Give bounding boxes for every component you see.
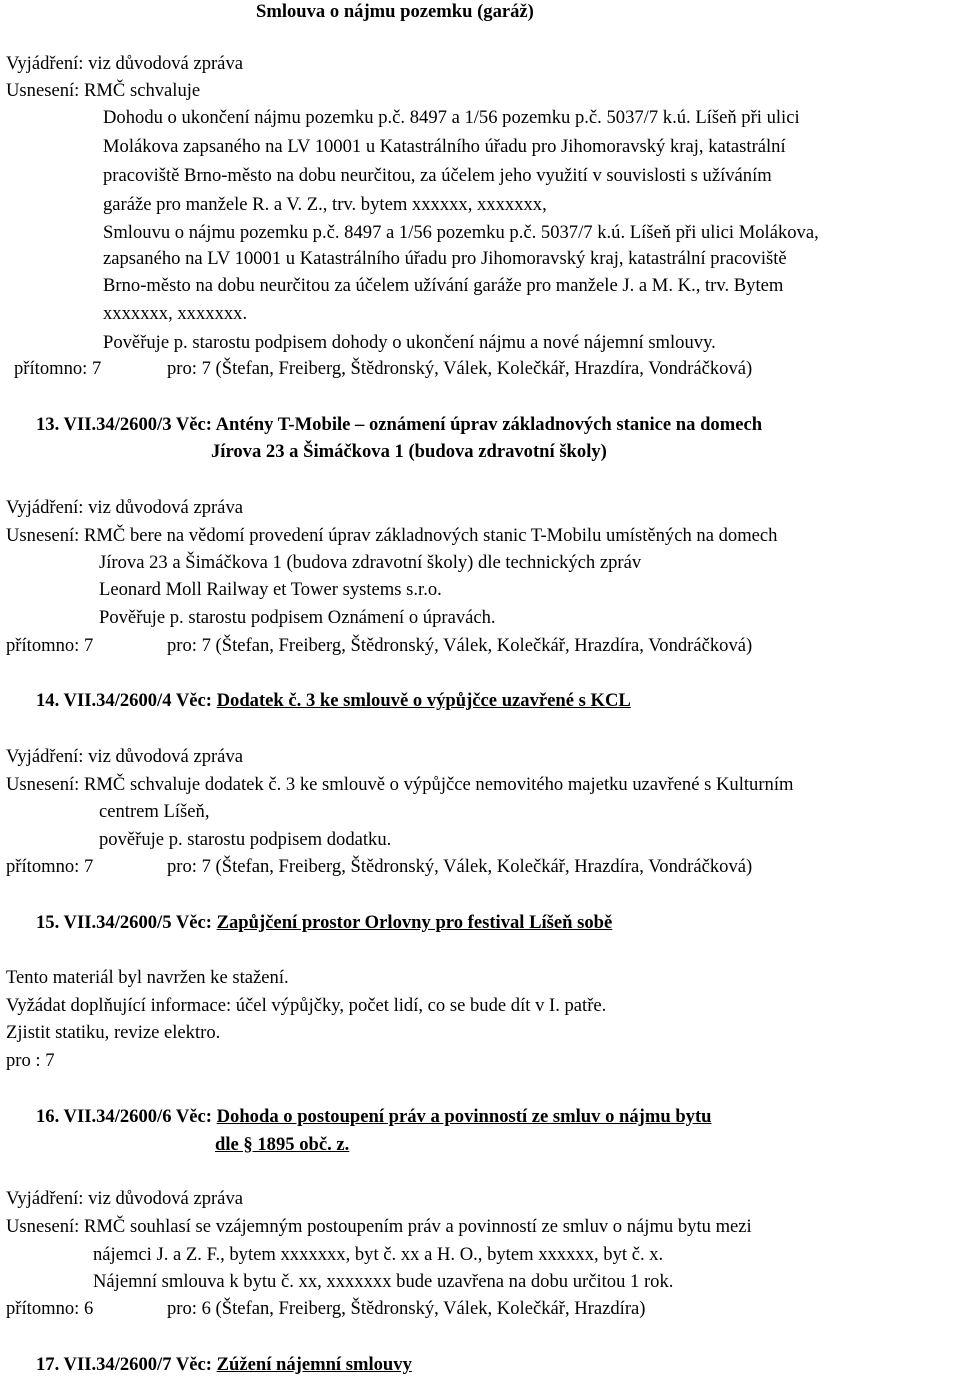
s16-heading-line-2: dle § 1895 obč. z. bbox=[215, 1134, 350, 1155]
s14-heading-subject: Dodatek č. 3 ke smlouvě o výpůjčce uzavřené s KCL bbox=[216, 690, 631, 711]
s12-text-9: Pověřuje p. starostu podpisem dohody o ukončení nájmu a nové nájemní smlouvy. bbox=[103, 332, 716, 353]
s14-text-1: centrem Líšeň, bbox=[99, 801, 210, 822]
s16-heading bbox=[36, 1106, 712, 1128]
s13-pro: pro: 7 (Štefan, Freiberg, Štědronský, Válek, Kolečkář, Hrazdíra, Vondráčková) bbox=[167, 635, 753, 656]
s16-text-2: Nájemní smlouva k bytu č. xx, xxxxxxx bude uzavřena na dobu určitou 1 rok. bbox=[93, 1271, 674, 1292]
s12-usneseni: Usnesení: RMČ schvaluje bbox=[6, 80, 201, 101]
s12-text-3: pracoviště Brno-město na dobu neurčitou, za účelem jeho využití v souvislosti s užíváním bbox=[103, 165, 772, 186]
s13-text-1: Jírova 23 a Šimáčkova 1 (budova zdravotní školy) dle technických zpráv bbox=[99, 552, 642, 573]
page-title: Smlouva o nájmu pozemku (garáž) bbox=[256, 1, 534, 22]
s15-heading bbox=[36, 912, 612, 934]
s13-heading bbox=[36, 414, 762, 436]
s12-text-4: garáže pro manžele R. a V. Z., trv. bytem xxxxxx, xxxxxxx, bbox=[103, 194, 547, 215]
s15-pro: pro : 7 bbox=[6, 1050, 55, 1071]
s12-pro: pro: 7 (Štefan, Freiberg, Štědronský, Válek, Kolečkář, Hrazdíra, Vondráčková) bbox=[167, 358, 753, 379]
s17-heading-prefix: 17. VII.34/2600/7 Věc: bbox=[36, 1354, 217, 1375]
s14-usneseni: Usnesení: RMČ schvaluje dodatek č. 3 ke smlouvě o výpůjčce nemovitého majetku uzavřené s Kulturním bbox=[6, 774, 794, 795]
s14-text-2: pověřuje p. starostu podpisem dodatku. bbox=[99, 829, 392, 850]
s14-vyjadreni: Vyjádření: viz důvodová zpráva bbox=[6, 746, 243, 767]
s14-heading-prefix: 14. VII.34/2600/4 Věc: bbox=[36, 690, 217, 711]
s15-text-1: Tento materiál byl navržen ke stažení. bbox=[6, 967, 289, 988]
s13-heading-prefix: 13. VII.34/2600/3 Věc: bbox=[36, 414, 216, 435]
s16-vyjadreni: Vyjádření: viz důvodová zpráva bbox=[6, 1188, 243, 1209]
s13-pritomno: přítomno: 7 bbox=[6, 635, 94, 656]
s14-pro: pro: 7 (Štefan, Freiberg, Štědronský, Válek, Kolečkář, Hrazdíra, Vondráčková) bbox=[167, 856, 753, 877]
s12-vyjadreni: Vyjádření: viz důvodová zpráva bbox=[6, 53, 243, 74]
s16-pritomno: přítomno: 6 bbox=[6, 1298, 94, 1319]
s15-heading-prefix: 15. VII.34/2600/5 Věc: bbox=[36, 912, 217, 933]
s12-text-5: Smlouvu o nájmu pozemku p.č. 8497 a 1/56 pozemku p.č. 5037/7 k.ú. Líšeň při ulici Molákova, bbox=[103, 222, 819, 243]
s16-pro: pro: 6 (Štefan, Freiberg, Štědronský, Válek, Kolečkář, Hrazdíra) bbox=[167, 1298, 646, 1319]
s13-vyjadreni: Vyjádření: viz důvodová zpráva bbox=[6, 497, 243, 518]
s15-heading-subject: Zapůjčení prostor Orlovny pro festival Líšeň sobě bbox=[216, 912, 613, 933]
s13-heading-line-2: Jírova 23 a Šimáčkova 1 (budova zdravotní školy) bbox=[211, 441, 607, 462]
s16-usneseni: Usnesení: RMČ souhlasí se vzájemným postoupením práv a povinností ze smluv o nájmu bytu mezi bbox=[6, 1216, 752, 1237]
s14-heading bbox=[36, 690, 631, 712]
s15-text-3: Zjistit statiku, revize elektro. bbox=[6, 1022, 221, 1043]
s12-text-6: zapsaného na LV 10001 u Katastrálního úřadu pro Jihomoravský kraj, katastrální pracoviště bbox=[103, 248, 787, 269]
s16-heading-prefix: 16. VII.34/2600/6 Věc: bbox=[36, 1106, 217, 1127]
s14-pritomno: přítomno: 7 bbox=[6, 856, 94, 877]
s13-heading-subject: Antény T-Mobile – oznámení úprav základnových stanice na domech bbox=[215, 414, 763, 435]
s15-text-2: Vyžádat doplňující informace: účel výpůjčky, počet lidí, co se bude dít v I. patře. bbox=[6, 995, 607, 1016]
s12-text-8: xxxxxxx, xxxxxxx. bbox=[103, 303, 248, 324]
s13-text-2: Leonard Moll Railway et Tower systems s.r.o. bbox=[99, 579, 442, 600]
s12-text-7: Brno-město na dobu neurčitou za účelem užívání garáže pro manžele J. a M. K., trv. Bytem bbox=[103, 275, 784, 296]
s13-usneseni: Usnesení: RMČ bere na vědomí provedení úprav základnových stanic T-Mobilu umístěných na domech bbox=[6, 525, 778, 546]
s12-text-2: Molákova zapsaného na LV 10001 u Katastrálního úřadu pro Jihomoravský kraj, katastrální bbox=[103, 136, 786, 157]
s17-heading bbox=[36, 1354, 412, 1376]
s16-heading-subject: Dohoda o postoupení práv a povinností ze smluv o nájmu bytu bbox=[216, 1106, 712, 1127]
s13-text-3: Pověřuje p. starostu podpisem Oznámení o úpravách. bbox=[99, 607, 496, 628]
s12-pritomno: přítomno: 7 bbox=[14, 358, 102, 379]
s16-text-1: nájemci J. a Z. F., bytem xxxxxxx, byt č. xx a H. O., bytem xxxxxx, byt č. x. bbox=[93, 1244, 664, 1265]
s17-heading-subject: Zúžení nájemní smlouvy bbox=[216, 1354, 412, 1375]
s12-text-1: Dohodu o ukončení nájmu pozemku p.č. 8497 a 1/56 pozemku p.č. 5037/7 k.ú. Líšeň při ulici bbox=[103, 107, 800, 128]
